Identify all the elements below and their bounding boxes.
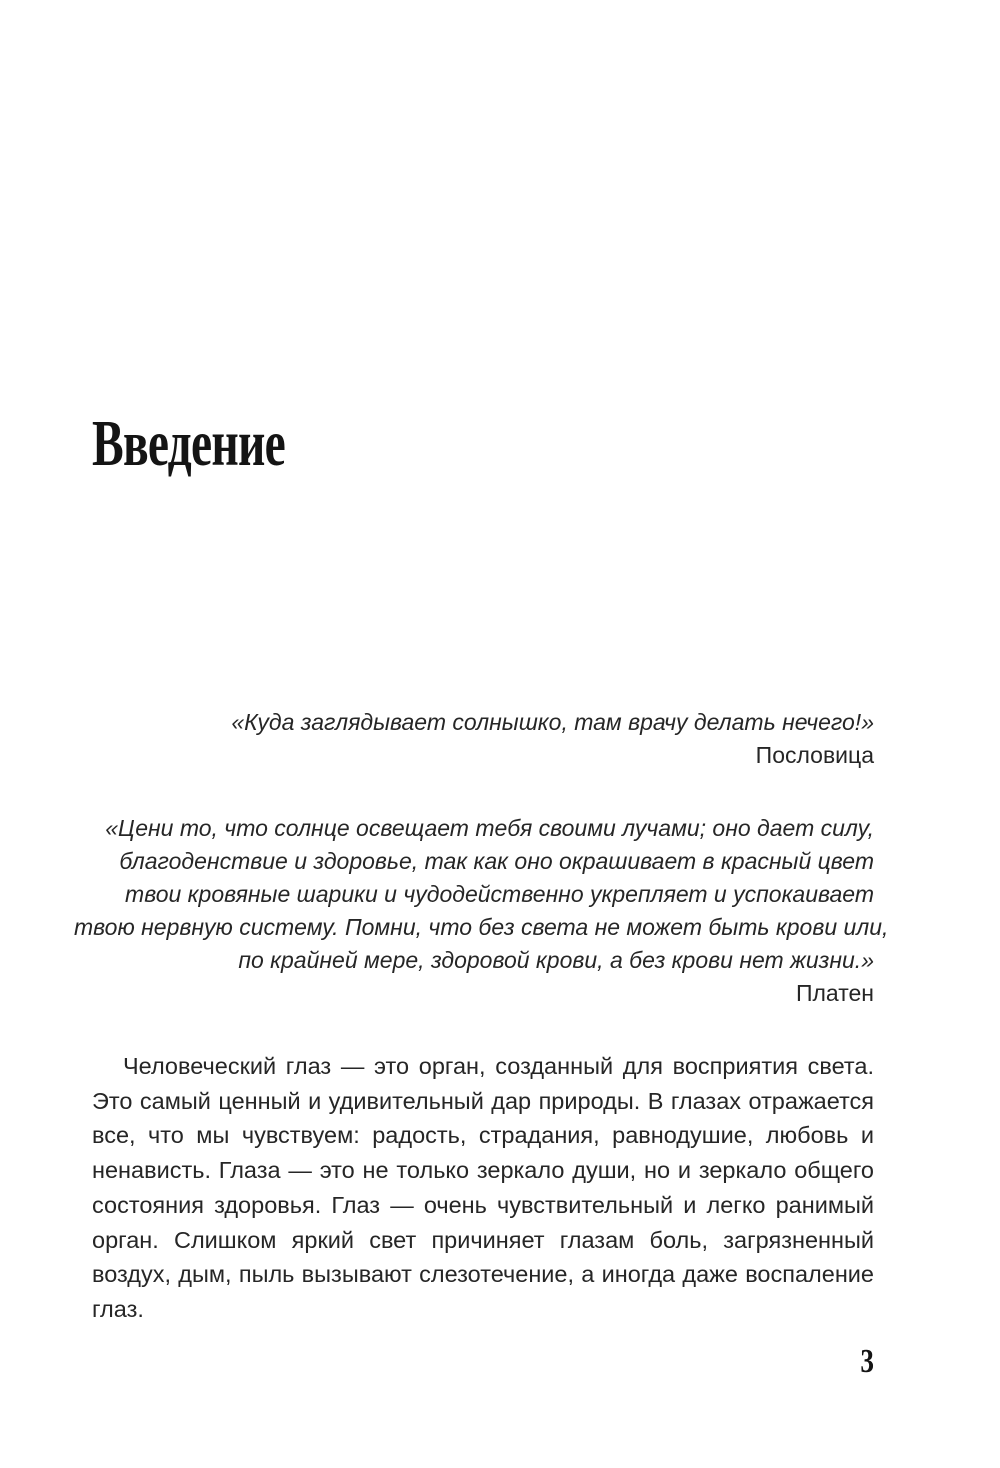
epigraph-line: «Цени то, что солнце освещает тебя своими лучами; оно дает силу, — [105, 815, 874, 841]
epigraph-platen — [74, 812, 889, 1010]
epigraph-line: благоденствие и здоровье, так как оно окрашивает в красный цвет — [119, 848, 874, 874]
epigraph-source: Пословица — [755, 742, 874, 768]
epigraph-line: твои кровяные шарики и чудодейственно укрепляет и успокаивает — [125, 881, 874, 907]
page-number: 3 — [860, 1343, 874, 1380]
body-paragraph: Человеческий глаз — это орган, созданный для восприятия света. Это самый ценный и удивительный дар природы. В глазах отражается все, что мы чувствуем: радость, страдания, равнодушие, любовь и ненависть. Глаза — это не только зеркало души, но и зеркало общего состояния здоровья. Глаз — очень чувствительный и легко ранимый орган. Слишком яркий свет причиняет глазам боль, загрязненный воздух, дым, пыль вызывают слезотечение, а иногда даже воспаление глаз. — [92, 1053, 874, 1322]
epigraph-quote — [174, 706, 874, 739]
epigraph-line: по крайней мере, здоровой крови, а без крови нет жизни.» — [238, 947, 874, 973]
chapter-title: Введение — [92, 407, 286, 480]
epigraph-line: твою нервную систему. Помни, что без света не может быть крови или, — [74, 914, 889, 940]
epigraph-line: «Куда заглядывает солнышко, там врачу делать нечего!» — [231, 709, 874, 735]
epigraph-proverb — [174, 706, 874, 772]
epigraph-quote — [74, 812, 889, 977]
epigraph-source: Платен — [795, 980, 874, 1006]
